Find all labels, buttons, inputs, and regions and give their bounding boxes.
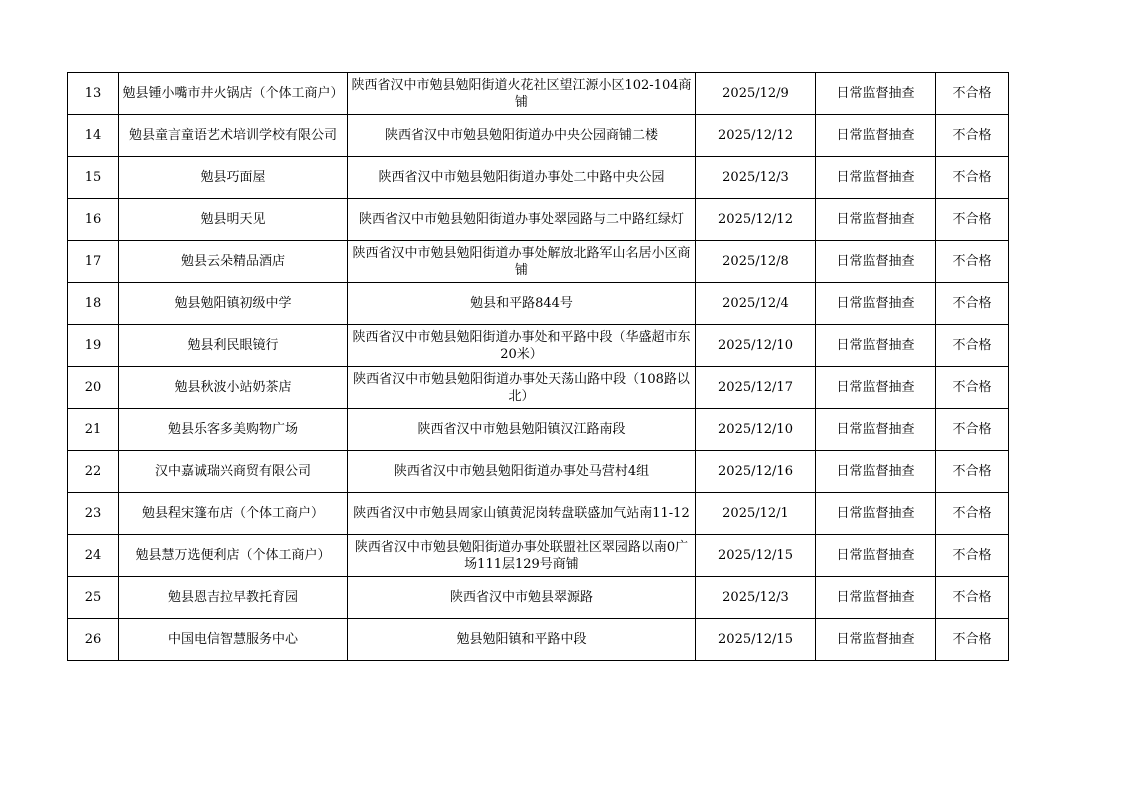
result-cell: 不合格 (936, 283, 1009, 325)
result-cell: 不合格 (936, 409, 1009, 451)
row-number-cell: 24 (68, 535, 119, 577)
inspection-type-cell: 日常监督抽查 (816, 157, 936, 199)
result-cell: 不合格 (936, 535, 1009, 577)
inspection-type-cell: 日常监督抽查 (816, 535, 936, 577)
table-row (68, 367, 1009, 409)
address-cell: 陕西省汉中市勉县勉阳街道办中央公园商铺二楼 (348, 115, 696, 157)
inspection-date-cell: 2025/12/15 (696, 535, 816, 577)
result-cell: 不合格 (936, 199, 1009, 241)
entity-name-cell: 勉县利民眼镜行 (119, 325, 348, 367)
table-row (68, 283, 1009, 325)
inspection-type-cell: 日常监督抽查 (816, 451, 936, 493)
row-number-cell: 17 (68, 241, 119, 283)
entity-name-cell: 勉县秋波小站奶茶店 (119, 367, 348, 409)
entity-name-cell: 勉县勉阳镇初级中学 (119, 283, 348, 325)
table-row (68, 493, 1009, 535)
result-cell: 不合格 (936, 241, 1009, 283)
table-row (68, 325, 1009, 367)
row-number-cell: 18 (68, 283, 119, 325)
inspection-type-cell: 日常监督抽查 (816, 283, 936, 325)
inspection-date-cell: 2025/12/8 (696, 241, 816, 283)
inspection-type-cell: 日常监督抽查 (816, 577, 936, 619)
inspection-date-cell: 2025/12/1 (696, 493, 816, 535)
address-cell: 陕西省汉中市勉县勉阳街道办事处二中路中央公园 (348, 157, 696, 199)
inspection-date-cell: 2025/12/10 (696, 409, 816, 451)
entity-name-cell: 勉县程宋篷布店（个体工商户） (119, 493, 348, 535)
result-cell: 不合格 (936, 325, 1009, 367)
inspection-date-cell: 2025/12/17 (696, 367, 816, 409)
row-number-cell: 13 (68, 73, 119, 115)
entity-name-cell: 勉县云朵精品酒店 (119, 241, 348, 283)
address-cell: 陕西省汉中市勉县勉阳街道办事处解放北路军山名居小区商铺 (348, 241, 696, 283)
address-cell: 陕西省汉中市勉县勉阳街道办事处联盟社区翠园路以南0广场111层129号商铺 (348, 535, 696, 577)
inspection-date-cell: 2025/12/3 (696, 577, 816, 619)
row-number-cell: 16 (68, 199, 119, 241)
row-number-cell: 19 (68, 325, 119, 367)
result-cell: 不合格 (936, 493, 1009, 535)
table-row (68, 619, 1009, 661)
row-number-cell: 22 (68, 451, 119, 493)
entity-name-cell: 勉县童言童语艺术培训学校有限公司 (119, 115, 348, 157)
inspection-type-cell: 日常监督抽查 (816, 325, 936, 367)
row-number-cell: 20 (68, 367, 119, 409)
row-number-cell: 25 (68, 577, 119, 619)
inspection-date-cell: 2025/12/15 (696, 619, 816, 661)
entity-name-cell: 勉县明天见 (119, 199, 348, 241)
address-cell: 勉县和平路844号 (348, 283, 696, 325)
table-row (68, 451, 1009, 493)
address-cell: 陕西省汉中市勉县勉阳街道办事处和平路中段（华盛超市东20米） (348, 325, 696, 367)
address-cell: 陕西省汉中市勉县勉阳街道办事处天荡山路中段（108路以北） (348, 367, 696, 409)
address-cell: 陕西省汉中市勉县翠源路 (348, 577, 696, 619)
row-number-cell: 21 (68, 409, 119, 451)
inspection-type-cell: 日常监督抽查 (816, 73, 936, 115)
inspection-date-cell: 2025/12/9 (696, 73, 816, 115)
result-cell: 不合格 (936, 115, 1009, 157)
result-cell: 不合格 (936, 367, 1009, 409)
inspection-date-cell: 2025/12/10 (696, 325, 816, 367)
inspection-type-cell: 日常监督抽查 (816, 493, 936, 535)
inspection-date-cell: 2025/12/16 (696, 451, 816, 493)
entity-name-cell: 勉县乐客多美购物广场 (119, 409, 348, 451)
inspection-type-cell: 日常监督抽查 (816, 409, 936, 451)
entity-name-cell: 勉县巧面屋 (119, 157, 348, 199)
entity-name-cell: 汉中嘉诚瑞兴商贸有限公司 (119, 451, 348, 493)
row-number-cell: 23 (68, 493, 119, 535)
entity-name-cell: 勉县慧万选便利店（个体工商户） (119, 535, 348, 577)
table-row (68, 199, 1009, 241)
inspection-date-cell: 2025/12/12 (696, 199, 816, 241)
address-cell: 陕西省汉中市勉县勉阳街道火花社区望江源小区102-104商铺 (348, 73, 696, 115)
inspection-type-cell: 日常监督抽查 (816, 199, 936, 241)
table-row (68, 241, 1009, 283)
row-number-cell: 26 (68, 619, 119, 661)
address-cell: 陕西省汉中市勉县周家山镇黄泥岗转盘联盛加气站南11-12 (348, 493, 696, 535)
address-cell: 勉县勉阳镇和平路中段 (348, 619, 696, 661)
inspection-type-cell: 日常监督抽查 (816, 115, 936, 157)
table-row (68, 73, 1009, 115)
address-cell: 陕西省汉中市勉县勉阳街道办事处翠园路与二中路红绿灯 (348, 199, 696, 241)
row-number-cell: 15 (68, 157, 119, 199)
table-row (68, 409, 1009, 451)
result-cell: 不合格 (936, 157, 1009, 199)
inspection-type-cell: 日常监督抽查 (816, 241, 936, 283)
address-cell: 陕西省汉中市勉县勉阳街道办事处马营村4组 (348, 451, 696, 493)
table-body (68, 73, 1009, 661)
table-row (68, 157, 1009, 199)
inspection-type-cell: 日常监督抽查 (816, 367, 936, 409)
row-number-cell: 14 (68, 115, 119, 157)
entity-name-cell: 中国电信智慧服务中心 (119, 619, 348, 661)
result-cell: 不合格 (936, 451, 1009, 493)
table-row (68, 535, 1009, 577)
result-cell: 不合格 (936, 73, 1009, 115)
inspection-type-cell: 日常监督抽查 (816, 619, 936, 661)
inspection-date-cell: 2025/12/3 (696, 157, 816, 199)
result-cell: 不合格 (936, 577, 1009, 619)
inspection-table (67, 72, 1009, 661)
table-row (68, 577, 1009, 619)
entity-name-cell: 勉县恩吉拉早教托育园 (119, 577, 348, 619)
result-cell: 不合格 (936, 619, 1009, 661)
inspection-date-cell: 2025/12/4 (696, 283, 816, 325)
table-row (68, 115, 1009, 157)
inspection-date-cell: 2025/12/12 (696, 115, 816, 157)
entity-name-cell: 勉县锺小嘴市井火锅店（个体工商户） (119, 73, 348, 115)
address-cell: 陕西省汉中市勉县勉阳镇汉江路南段 (348, 409, 696, 451)
